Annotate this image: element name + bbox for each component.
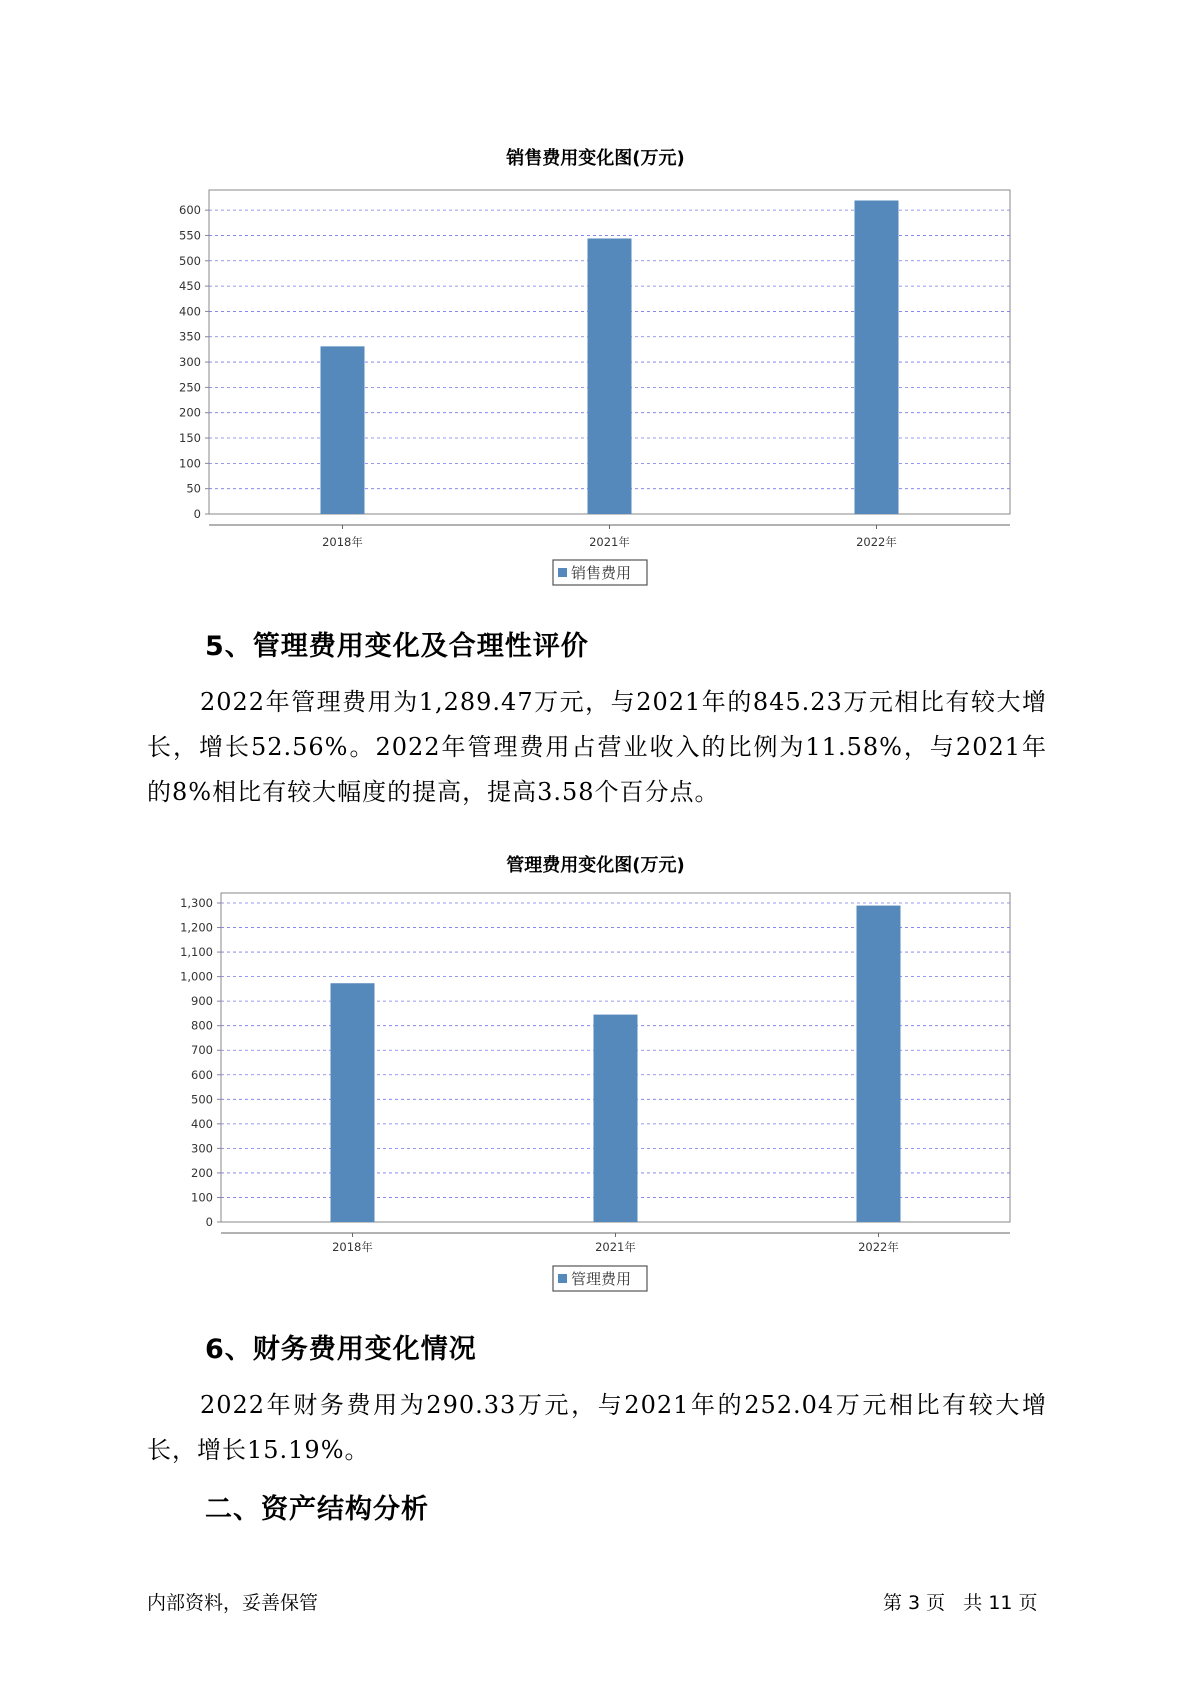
footer-page-number: 第 3 页 共 11 页	[883, 1592, 1038, 1614]
y-tick-label: 1,300	[180, 896, 213, 910]
x-tick-label: 2018年	[332, 1240, 373, 1254]
y-tick-label: 1,100	[180, 945, 213, 960]
y-tick-label: 600	[191, 1067, 213, 1082]
y-tick-label: 400	[179, 304, 201, 319]
legend-swatch	[558, 1274, 567, 1283]
y-tick-label: 500	[179, 253, 201, 268]
y-tick-label: 0	[193, 507, 201, 521]
sales-chart-title: 销售费用变化图(万元)	[506, 148, 685, 169]
section-6-text: 2022年财务费用为290.33万元，与2021年的252.04万元相比有较大增长，增长15.19%。	[147, 1391, 1047, 1464]
footer-confidential: 内部资料，妥善保管	[147, 1592, 319, 1614]
section-5-heading: 5、管理费用变化及合理性评价	[205, 631, 589, 662]
x-tick-label: 2021年	[589, 535, 630, 549]
y-tick-label: 300	[179, 355, 201, 370]
y-tick-label: 1,200	[180, 920, 213, 935]
legend-label: 管理费用	[571, 1270, 632, 1288]
bar-2018年	[331, 983, 375, 1222]
bar-2018年	[321, 346, 365, 514]
y-tick-label: 50	[186, 481, 201, 496]
bar-2022年	[857, 906, 901, 1222]
section-2-heading: 二、资产结构分析	[205, 1494, 429, 1525]
y-tick-label: 250	[179, 380, 201, 395]
y-tick-label: 100	[179, 456, 201, 471]
sales-expense-chart	[0, 180, 1191, 600]
y-tick-label: 800	[191, 1018, 213, 1033]
x-tick-label: 2022年	[858, 1240, 899, 1254]
admin-expense-chart	[0, 885, 1191, 1305]
y-tick-label: 700	[191, 1043, 213, 1058]
y-tick-label: 450	[179, 279, 201, 294]
admin-chart-title: 管理费用变化图(万元)	[506, 855, 685, 876]
y-tick-label: 500	[191, 1092, 213, 1107]
section-6-paragraph	[147, 1383, 1047, 1473]
y-tick-label: 600	[179, 203, 201, 218]
legend-label: 销售费用	[571, 564, 632, 582]
y-tick-label: 200	[179, 405, 201, 420]
y-tick-label: 300	[191, 1141, 213, 1156]
y-tick-label: 0	[205, 1215, 213, 1229]
y-tick-label: 100	[191, 1190, 213, 1205]
bar-2021年	[588, 238, 632, 514]
y-tick-label: 400	[191, 1116, 213, 1131]
section-5-text: 2022年管理费用为1,289.47万元，与2021年的845.23万元相比有较大增长，增长52.56%。2022年管理费用占营业收入的比例为11.58%，与2021年的8%相比有较大幅度的提高，提高3.58个百分点。	[147, 688, 1047, 806]
x-tick-label: 2021年	[595, 1240, 636, 1254]
y-tick-label: 1,000	[180, 969, 213, 984]
x-tick-label: 2022年	[856, 535, 897, 549]
legend-swatch	[558, 568, 567, 577]
section-5-paragraph	[147, 680, 1047, 815]
section-6-heading: 6、财务费用变化情况	[205, 1334, 477, 1365]
bar-2021年	[594, 1015, 638, 1222]
y-tick-label: 150	[179, 431, 201, 446]
x-tick-label: 2018年	[322, 535, 363, 549]
y-tick-label: 350	[179, 329, 201, 344]
bar-2022年	[855, 201, 899, 514]
y-tick-label: 550	[179, 228, 201, 243]
y-tick-label: 900	[191, 994, 213, 1009]
y-tick-label: 200	[191, 1165, 213, 1180]
